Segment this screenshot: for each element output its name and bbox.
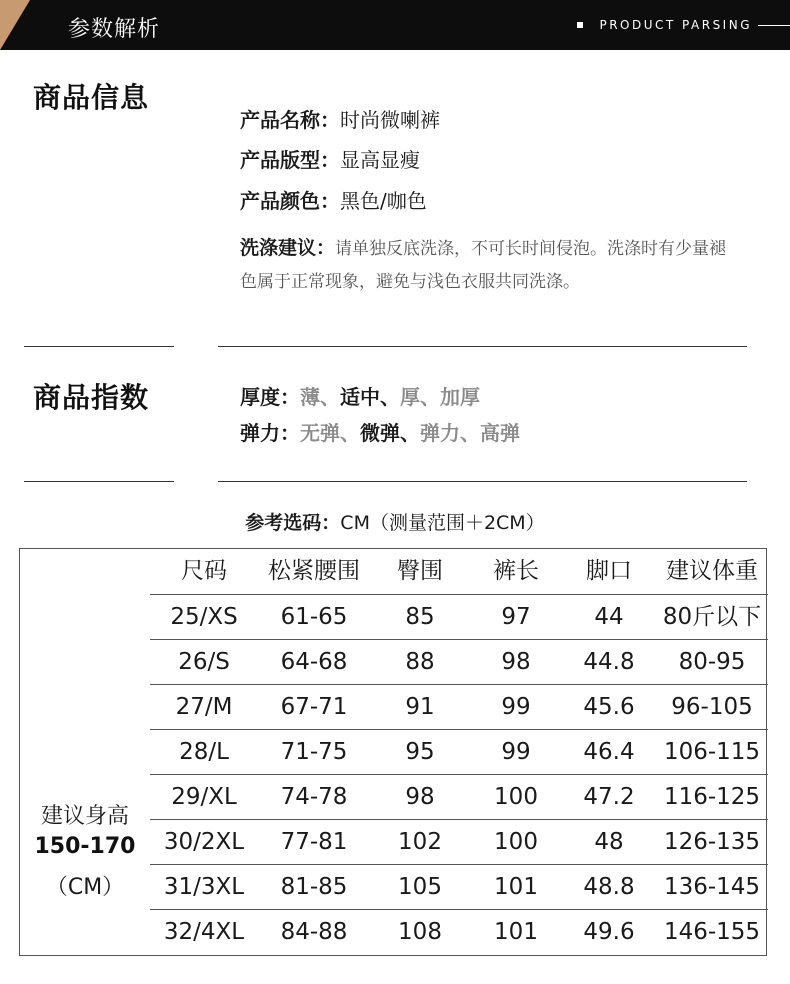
table-cell: 100 (494, 829, 538, 855)
table-cell: 105 (398, 874, 442, 900)
table-cell: 28/L (179, 739, 229, 765)
column-header: 裤长 (493, 558, 539, 584)
header-rule (758, 25, 790, 26)
wash-text: 请单独反底洗涤，不可长时间侵泡。洗涤时有少量褪色属于正常现象，避免与浅色衣服共同洗涤。 (240, 239, 727, 292)
elasticity-label: 弹力： (240, 421, 300, 445)
table-cell: 102 (398, 829, 442, 855)
table-cell: 97 (501, 604, 531, 630)
info-row-color (240, 185, 427, 214)
column-header: 建议体重 (666, 558, 758, 584)
table-cell: 146-155 (663, 919, 761, 945)
table-cell: 99 (501, 739, 531, 765)
table-cell: 27/M (175, 694, 233, 720)
table-cell: 108 (398, 919, 442, 945)
elasticity-option: 弹力、 (420, 421, 480, 445)
table-cell: 116-125 (663, 784, 761, 810)
table-cell: 48 (594, 829, 624, 855)
elasticity-option: 无弹、 (300, 421, 360, 445)
info-section-title: 商品信息 (33, 81, 150, 114)
table-cell: 30/2XL (163, 829, 245, 855)
table-cell: 25/XS (170, 604, 238, 630)
size-table (19, 548, 767, 956)
info-label: 产品名称： (240, 108, 340, 132)
size-guide-label: 参考选码： (245, 512, 341, 534)
table-cell: 77-81 (280, 829, 348, 855)
table-header-row (150, 549, 768, 594)
table-row (150, 819, 768, 865)
table-row (150, 909, 768, 955)
table-cell: 71-75 (280, 739, 348, 765)
thickness-option: 厚、 (400, 385, 440, 409)
table-cell: 99 (501, 694, 531, 720)
divider-left (24, 481, 174, 482)
table-cell: 80斤以下 (662, 604, 762, 630)
thickness-row (240, 381, 480, 410)
table-cell: 98 (405, 784, 435, 810)
table-cell: 88 (405, 649, 435, 675)
thickness-label: 厚度： (240, 385, 300, 409)
table-row (150, 774, 768, 820)
info-value: 时尚微喇裤 (340, 108, 440, 132)
thickness-option: 加厚 (440, 385, 480, 409)
table-row (150, 729, 768, 775)
info-value: 黑色/咖色 (340, 189, 427, 213)
info-label: 产品颜色： (240, 189, 340, 213)
header-english (577, 18, 790, 32)
table-cell: 49.6 (583, 919, 635, 945)
table-row (150, 639, 768, 685)
table-row (150, 684, 768, 730)
table-cell: 31/3XL (163, 874, 245, 900)
table-cell: 95 (405, 739, 435, 765)
table-cell: 85 (405, 604, 435, 630)
table-cell: 126-135 (663, 829, 761, 855)
table-row (150, 864, 768, 910)
table-cell: 32/4XL (163, 919, 245, 945)
elasticity-row (240, 417, 520, 446)
table-cell: 47.2 (583, 784, 635, 810)
table-cell: 101 (494, 874, 538, 900)
table-cell: 61-65 (280, 604, 348, 630)
info-value: 显高显瘦 (340, 148, 420, 172)
table-cell: 64-68 (280, 649, 348, 675)
thickness-option-selected: 适中、 (340, 385, 400, 409)
table-cell: 46.4 (583, 739, 635, 765)
index-section-title: 商品指数 (33, 381, 150, 414)
divider-right (218, 481, 747, 482)
info-label: 产品版型： (240, 148, 340, 172)
recommended-height-cell (20, 594, 150, 957)
table-cell: 91 (405, 694, 435, 720)
table-cell: 96-105 (671, 694, 753, 720)
column-header: 脚口 (586, 558, 632, 584)
header-bar (0, 0, 790, 50)
column-header: 尺码 (181, 558, 227, 584)
table-cell: 67-71 (280, 694, 348, 720)
header-title: 参数解析 (68, 17, 161, 42)
table-cell: 44.8 (583, 649, 635, 675)
table-cell: 136-145 (663, 874, 761, 900)
column-header: 松紧腰围 (268, 558, 360, 584)
header-accent-shape (0, 0, 30, 50)
wash-advice (240, 232, 740, 299)
divider-right (218, 346, 747, 347)
table-cell: 100 (494, 784, 538, 810)
info-row-name (240, 104, 440, 133)
table-cell: 81-85 (280, 874, 348, 900)
table-cell: 98 (501, 649, 531, 675)
table-cell: 106-115 (663, 739, 761, 765)
divider-left (24, 346, 174, 347)
table-cell: 26/S (178, 649, 230, 675)
height-unit: （CM） (45, 875, 125, 900)
table-cell: 101 (494, 919, 538, 945)
info-row-fit (240, 144, 420, 173)
table-cell: 84-88 (280, 919, 348, 945)
thickness-option: 薄、 (300, 385, 340, 409)
column-header: 臀围 (397, 558, 443, 584)
height-range: 150-170 (34, 834, 136, 859)
height-label: 建议身高 (40, 804, 129, 829)
table-cell: 45.6 (583, 694, 635, 720)
table-cell: 44 (594, 604, 624, 630)
wash-label: 洗涤建议： (240, 237, 336, 259)
table-cell: 80-95 (678, 649, 746, 675)
header-subtitle: PRODUCT PARSING (599, 18, 752, 32)
table-cell: 48.8 (583, 874, 635, 900)
square-bullet-icon (577, 22, 583, 28)
table-row (150, 594, 768, 640)
size-guide-note: CM（测量范围＋2CM） (340, 512, 545, 534)
elasticity-option: 高弹 (480, 421, 520, 445)
elasticity-option-selected: 微弹、 (360, 421, 420, 445)
size-guide-heading (0, 508, 790, 535)
table-cell: 29/XL (171, 784, 237, 810)
table-cell: 74-78 (280, 784, 348, 810)
